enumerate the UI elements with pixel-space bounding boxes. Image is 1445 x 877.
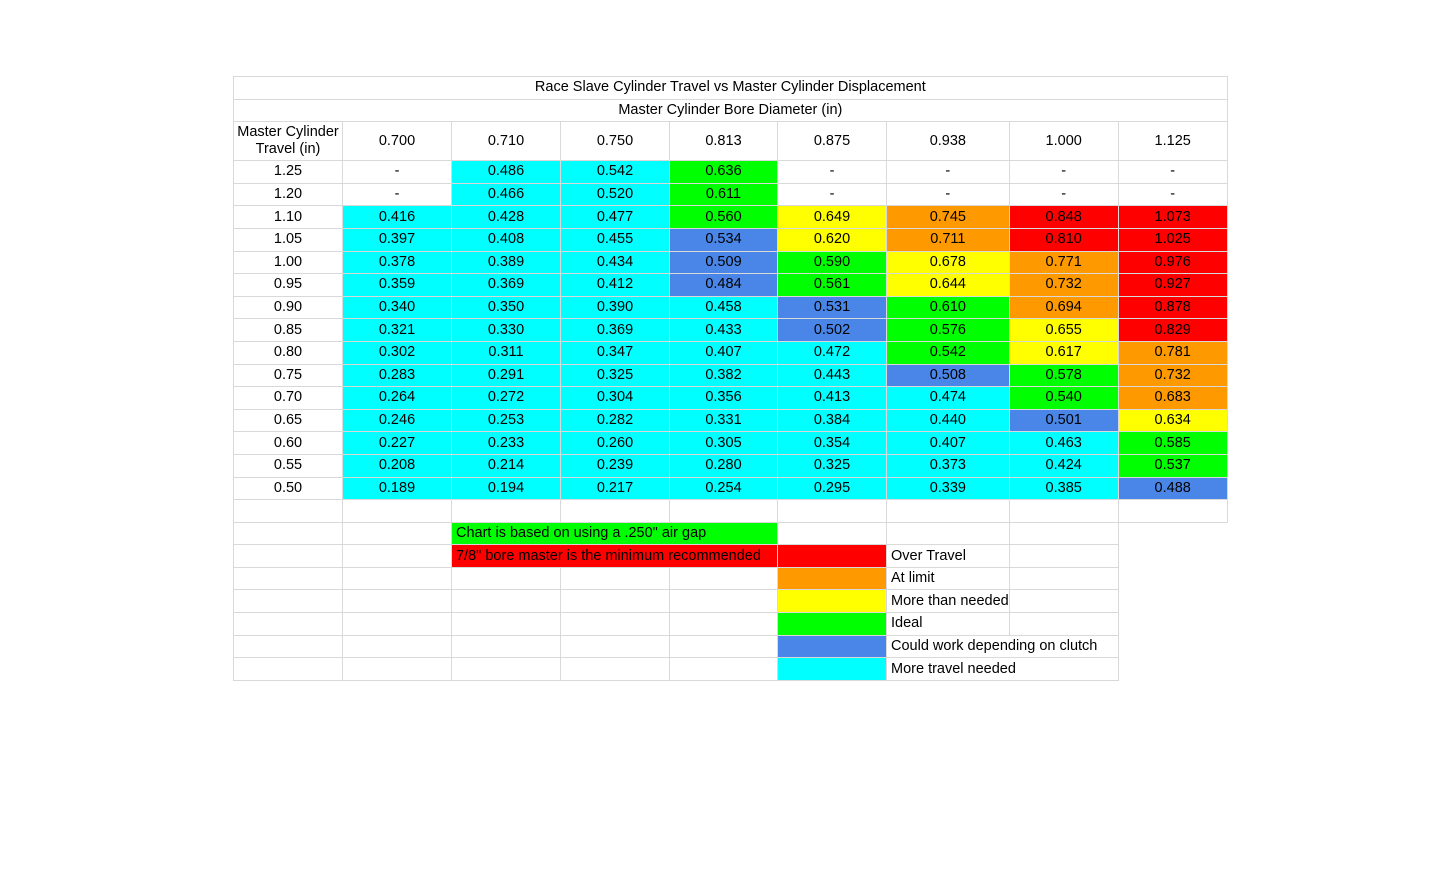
row-header-label[interactable]: Master Cylinder Travel (in) <box>234 122 343 161</box>
value-cell[interactable]: 0.486 <box>452 161 561 184</box>
value-cell[interactable]: 0.233 <box>452 432 561 455</box>
value-cell[interactable]: 0.610 <box>887 296 1010 319</box>
travel-cell[interactable]: 1.10 <box>234 206 343 229</box>
value-cell[interactable]: 0.732 <box>1118 364 1227 387</box>
empty-cell[interactable] <box>234 590 343 613</box>
value-cell[interactable]: 0.542 <box>561 161 670 184</box>
value-cell[interactable]: 0.501 <box>1009 409 1118 432</box>
value-cell[interactable]: 0.531 <box>778 296 887 319</box>
bore-column-header[interactable]: 1.125 <box>1118 122 1227 161</box>
empty-cell[interactable] <box>343 522 452 545</box>
title-row <box>234 77 1228 100</box>
value-cell[interactable]: 0.302 <box>343 341 452 364</box>
value-cell[interactable]: 0.711 <box>887 228 1010 251</box>
notes-legend-row <box>234 613 1228 636</box>
value-cell[interactable]: 0.810 <box>1009 228 1118 251</box>
table-row <box>234 183 1228 206</box>
legend-swatch-orange[interactable] <box>778 567 887 590</box>
value-cell[interactable]: 0.976 <box>1118 251 1227 274</box>
value-cell[interactable]: 0.295 <box>778 477 887 500</box>
value-cell[interactable]: 0.325 <box>778 454 887 477</box>
value-cell[interactable]: 0.378 <box>343 251 452 274</box>
value-cell[interactable]: - <box>887 183 1010 206</box>
value-cell[interactable]: 0.542 <box>887 341 1010 364</box>
sheet-body <box>234 77 1228 681</box>
value-cell[interactable]: 0.385 <box>1009 477 1118 500</box>
bore-column-header[interactable]: 0.875 <box>778 122 887 161</box>
legend-swatch-yellow[interactable] <box>778 590 887 613</box>
empty-cell[interactable] <box>452 658 561 681</box>
value-cell[interactable]: 0.649 <box>778 206 887 229</box>
empty-cell[interactable] <box>561 658 670 681</box>
value-cell[interactable]: - <box>343 161 452 184</box>
empty-cell[interactable] <box>670 567 778 590</box>
value-cell[interactable]: 0.189 <box>343 477 452 500</box>
notes-legend-row <box>234 522 1228 545</box>
notes-legend-row <box>234 635 1228 658</box>
subtitle-row <box>234 99 1228 122</box>
value-cell[interactable]: 0.502 <box>778 319 887 342</box>
value-cell[interactable]: 0.340 <box>343 296 452 319</box>
value-cell[interactable]: 0.484 <box>670 274 778 297</box>
value-cell[interactable]: 0.472 <box>778 341 887 364</box>
empty-cell[interactable] <box>778 522 887 545</box>
table-row <box>234 341 1228 364</box>
value-cell[interactable]: 0.732 <box>1009 274 1118 297</box>
travel-cell[interactable]: 0.80 <box>234 341 343 364</box>
value-cell[interactable]: 0.382 <box>670 364 778 387</box>
empty-cell[interactable] <box>234 522 343 545</box>
value-cell[interactable]: 0.434 <box>561 251 670 274</box>
value-cell[interactable]: 0.611 <box>670 183 778 206</box>
value-cell[interactable]: 0.408 <box>452 228 561 251</box>
empty-cell[interactable] <box>1009 500 1118 523</box>
empty-cell[interactable] <box>343 635 452 658</box>
table-row <box>234 206 1228 229</box>
bore-column-header[interactable]: 0.750 <box>561 122 670 161</box>
value-cell[interactable]: 0.694 <box>1009 296 1118 319</box>
value-cell[interactable]: 0.771 <box>1009 251 1118 274</box>
empty-cell[interactable] <box>343 613 452 636</box>
value-cell[interactable]: 0.246 <box>343 409 452 432</box>
value-cell[interactable]: 0.745 <box>887 206 1010 229</box>
table-row <box>234 319 1228 342</box>
notes-legend-row <box>234 590 1228 613</box>
value-cell[interactable]: 0.443 <box>778 364 887 387</box>
value-cell[interactable]: 0.576 <box>887 319 1010 342</box>
table-row <box>234 274 1228 297</box>
value-cell[interactable]: 0.561 <box>778 274 887 297</box>
value-cell[interactable]: 0.214 <box>452 454 561 477</box>
empty-cell[interactable] <box>1009 613 1118 636</box>
bore-column-header[interactable]: 0.813 <box>670 122 778 161</box>
value-cell[interactable]: 0.413 <box>778 387 887 410</box>
value-cell[interactable]: 0.508 <box>887 364 1010 387</box>
empty-cell[interactable] <box>452 590 561 613</box>
value-cell[interactable]: 1.025 <box>1118 228 1227 251</box>
value-cell[interactable]: 0.239 <box>561 454 670 477</box>
empty-cell[interactable] <box>452 613 561 636</box>
value-cell[interactable]: 0.678 <box>887 251 1010 274</box>
value-cell[interactable]: 0.424 <box>1009 454 1118 477</box>
empty-cell[interactable] <box>343 658 452 681</box>
value-cell[interactable]: 0.455 <box>561 228 670 251</box>
value-cell[interactable]: 0.560 <box>670 206 778 229</box>
travel-cell[interactable]: 0.55 <box>234 454 343 477</box>
table-row <box>234 161 1228 184</box>
notes-legend-row <box>234 658 1228 681</box>
empty-cell[interactable] <box>561 500 670 523</box>
table-row <box>234 364 1228 387</box>
value-cell[interactable]: 0.477 <box>561 206 670 229</box>
empty-cell[interactable] <box>561 635 670 658</box>
value-cell[interactable]: 0.264 <box>343 387 452 410</box>
value-cell[interactable]: 0.356 <box>670 387 778 410</box>
empty-cell[interactable] <box>670 590 778 613</box>
empty-cell[interactable] <box>234 613 343 636</box>
value-cell[interactable]: - <box>887 161 1010 184</box>
value-cell[interactable]: 0.260 <box>561 432 670 455</box>
value-cell[interactable]: 0.227 <box>343 432 452 455</box>
value-cell[interactable]: 0.440 <box>887 409 1010 432</box>
notes-legend-row <box>234 545 1228 568</box>
legend-label[interactable]: At limit <box>887 567 1010 590</box>
value-cell[interactable]: 0.412 <box>561 274 670 297</box>
empty-cell[interactable] <box>234 658 343 681</box>
empty-cell[interactable] <box>452 567 561 590</box>
travel-cell[interactable]: 0.85 <box>234 319 343 342</box>
value-cell[interactable]: - <box>778 161 887 184</box>
legend-label[interactable]: Could work depending on clutch <box>887 635 1119 658</box>
travel-cell[interactable]: 1.05 <box>234 228 343 251</box>
empty-cell[interactable] <box>343 567 452 590</box>
travel-cell[interactable]: 1.20 <box>234 183 343 206</box>
table-row <box>234 228 1228 251</box>
value-cell[interactable]: 0.634 <box>1118 409 1227 432</box>
spacer-row <box>234 500 1228 523</box>
table-row <box>234 251 1228 274</box>
travel-cell[interactable]: 0.50 <box>234 477 343 500</box>
value-cell[interactable]: 0.369 <box>561 319 670 342</box>
value-cell[interactable]: 0.878 <box>1118 296 1227 319</box>
column-header-row <box>234 122 1228 161</box>
travel-cell[interactable]: 0.65 <box>234 409 343 432</box>
value-cell[interactable]: 0.537 <box>1118 454 1227 477</box>
empty-cell[interactable] <box>234 545 343 568</box>
travel-cell[interactable]: 0.70 <box>234 387 343 410</box>
value-cell[interactable]: 0.683 <box>1118 387 1227 410</box>
value-cell[interactable]: 0.359 <box>343 274 452 297</box>
value-cell[interactable]: 0.321 <box>343 319 452 342</box>
legend-swatch-green[interactable] <box>778 613 887 636</box>
empty-cell[interactable] <box>670 613 778 636</box>
empty-cell[interactable] <box>343 500 452 523</box>
value-cell[interactable]: 0.280 <box>670 454 778 477</box>
value-cell[interactable]: 0.389 <box>452 251 561 274</box>
value-cell[interactable]: 0.520 <box>561 183 670 206</box>
travel-cell[interactable]: 1.00 <box>234 251 343 274</box>
value-cell[interactable]: 0.253 <box>452 409 561 432</box>
value-cell[interactable]: 0.330 <box>452 319 561 342</box>
value-cell[interactable]: 0.848 <box>1009 206 1118 229</box>
value-cell[interactable]: - <box>778 183 887 206</box>
travel-cell[interactable]: 0.90 <box>234 296 343 319</box>
value-cell[interactable]: 0.655 <box>1009 319 1118 342</box>
value-cell[interactable]: 0.208 <box>343 454 452 477</box>
notes-legend-row <box>234 567 1228 590</box>
empty-cell[interactable] <box>561 567 670 590</box>
empty-cell[interactable] <box>234 500 343 523</box>
value-cell[interactable]: 0.331 <box>670 409 778 432</box>
empty-cell[interactable] <box>1009 545 1118 568</box>
value-cell[interactable]: 1.073 <box>1118 206 1227 229</box>
travel-cell[interactable]: 0.60 <box>234 432 343 455</box>
value-cell[interactable]: 0.311 <box>452 341 561 364</box>
empty-cell[interactable] <box>234 567 343 590</box>
value-cell[interactable]: 0.390 <box>561 296 670 319</box>
empty-cell[interactable] <box>887 522 1010 545</box>
value-cell[interactable]: 0.373 <box>887 454 1010 477</box>
value-cell[interactable]: 0.927 <box>1118 274 1227 297</box>
table-row <box>234 296 1228 319</box>
legend-swatch-cyan[interactable] <box>778 658 887 681</box>
note-cell[interactable]: 7/8" bore master is the minimum recommended <box>452 545 778 568</box>
value-cell[interactable]: - <box>1009 161 1118 184</box>
value-cell[interactable]: 0.339 <box>887 477 1010 500</box>
value-cell[interactable]: 0.369 <box>452 274 561 297</box>
value-cell[interactable]: - <box>343 183 452 206</box>
sheet-title[interactable]: Race Slave Cylinder Travel vs Master Cylinder Displacement <box>234 77 1228 100</box>
value-cell[interactable]: 0.194 <box>452 477 561 500</box>
bore-column-header[interactable]: 0.938 <box>887 122 1010 161</box>
value-cell[interactable]: 0.433 <box>670 319 778 342</box>
value-cell[interactable]: 0.644 <box>887 274 1010 297</box>
value-cell[interactable]: 0.617 <box>1009 341 1118 364</box>
legend-label[interactable]: More travel needed <box>887 658 1119 681</box>
travel-cell[interactable]: 1.25 <box>234 161 343 184</box>
value-cell[interactable]: - <box>1118 161 1227 184</box>
value-cell[interactable]: 0.305 <box>670 432 778 455</box>
value-cell[interactable]: 0.829 <box>1118 319 1227 342</box>
empty-cell[interactable] <box>452 635 561 658</box>
value-cell[interactable]: 0.534 <box>670 228 778 251</box>
value-cell[interactable]: 0.578 <box>1009 364 1118 387</box>
empty-cell[interactable] <box>1009 567 1118 590</box>
value-cell[interactable]: 0.407 <box>887 432 1010 455</box>
value-cell[interactable]: 0.291 <box>452 364 561 387</box>
empty-cell[interactable] <box>1009 590 1118 613</box>
value-cell[interactable]: 0.585 <box>1118 432 1227 455</box>
value-cell[interactable]: 0.217 <box>561 477 670 500</box>
legend-label[interactable]: Over Travel <box>887 545 1010 568</box>
table-row <box>234 387 1228 410</box>
value-cell[interactable]: 0.354 <box>778 432 887 455</box>
empty-cell[interactable] <box>452 500 561 523</box>
empty-cell[interactable] <box>343 545 452 568</box>
value-cell[interactable]: 0.325 <box>561 364 670 387</box>
empty-cell[interactable] <box>1118 500 1227 523</box>
value-cell[interactable]: 0.254 <box>670 477 778 500</box>
value-cell[interactable]: - <box>1118 183 1227 206</box>
value-cell[interactable]: 0.407 <box>670 341 778 364</box>
value-cell[interactable]: 0.488 <box>1118 477 1227 500</box>
value-cell[interactable]: 0.272 <box>452 387 561 410</box>
value-cell[interactable]: 0.590 <box>778 251 887 274</box>
travel-cell[interactable]: 0.75 <box>234 364 343 387</box>
legend-swatch-red[interactable] <box>778 545 887 568</box>
empty-cell[interactable] <box>343 590 452 613</box>
travel-cell[interactable]: 0.95 <box>234 274 343 297</box>
value-cell[interactable]: 0.781 <box>1118 341 1227 364</box>
legend-label[interactable]: More than needed <box>887 590 1010 613</box>
value-cell[interactable]: 0.428 <box>452 206 561 229</box>
value-cell[interactable]: 0.384 <box>778 409 887 432</box>
sheet-subtitle[interactable]: Master Cylinder Bore Diameter (in) <box>234 99 1228 122</box>
empty-cell[interactable] <box>670 500 778 523</box>
empty-cell[interactable] <box>561 590 670 613</box>
empty-cell[interactable] <box>670 658 778 681</box>
empty-cell[interactable] <box>234 635 343 658</box>
empty-cell[interactable] <box>1009 522 1118 545</box>
bore-column-header[interactable]: 0.700 <box>343 122 452 161</box>
empty-cell[interactable] <box>561 613 670 636</box>
value-cell[interactable]: - <box>1009 183 1118 206</box>
spreadsheet-grid <box>233 76 1228 681</box>
table-row <box>234 432 1228 455</box>
value-cell[interactable]: 0.347 <box>561 341 670 364</box>
value-cell[interactable]: 0.474 <box>887 387 1010 410</box>
value-cell[interactable]: 0.636 <box>670 161 778 184</box>
empty-cell[interactable] <box>887 500 1010 523</box>
value-cell[interactable]: 0.458 <box>670 296 778 319</box>
empty-cell[interactable] <box>670 635 778 658</box>
value-cell[interactable]: 0.282 <box>561 409 670 432</box>
value-cell[interactable]: 0.304 <box>561 387 670 410</box>
value-cell[interactable]: 0.350 <box>452 296 561 319</box>
table-row <box>234 409 1228 432</box>
legend-label[interactable]: Ideal <box>887 613 1010 636</box>
value-cell[interactable]: 0.416 <box>343 206 452 229</box>
table-row <box>234 477 1228 500</box>
table-row <box>234 454 1228 477</box>
bore-column-header[interactable]: 0.710 <box>452 122 561 161</box>
value-cell[interactable]: 0.283 <box>343 364 452 387</box>
value-cell[interactable]: 0.397 <box>343 228 452 251</box>
note-cell[interactable]: Chart is based on using a .250" air gap <box>452 522 778 545</box>
value-cell[interactable]: 0.463 <box>1009 432 1118 455</box>
empty-cell[interactable] <box>778 500 887 523</box>
value-cell[interactable]: 0.620 <box>778 228 887 251</box>
value-cell[interactable]: 0.540 <box>1009 387 1118 410</box>
value-cell[interactable]: 0.509 <box>670 251 778 274</box>
value-cell[interactable]: 0.466 <box>452 183 561 206</box>
bore-column-header[interactable]: 1.000 <box>1009 122 1118 161</box>
legend-swatch-blue[interactable] <box>778 635 887 658</box>
